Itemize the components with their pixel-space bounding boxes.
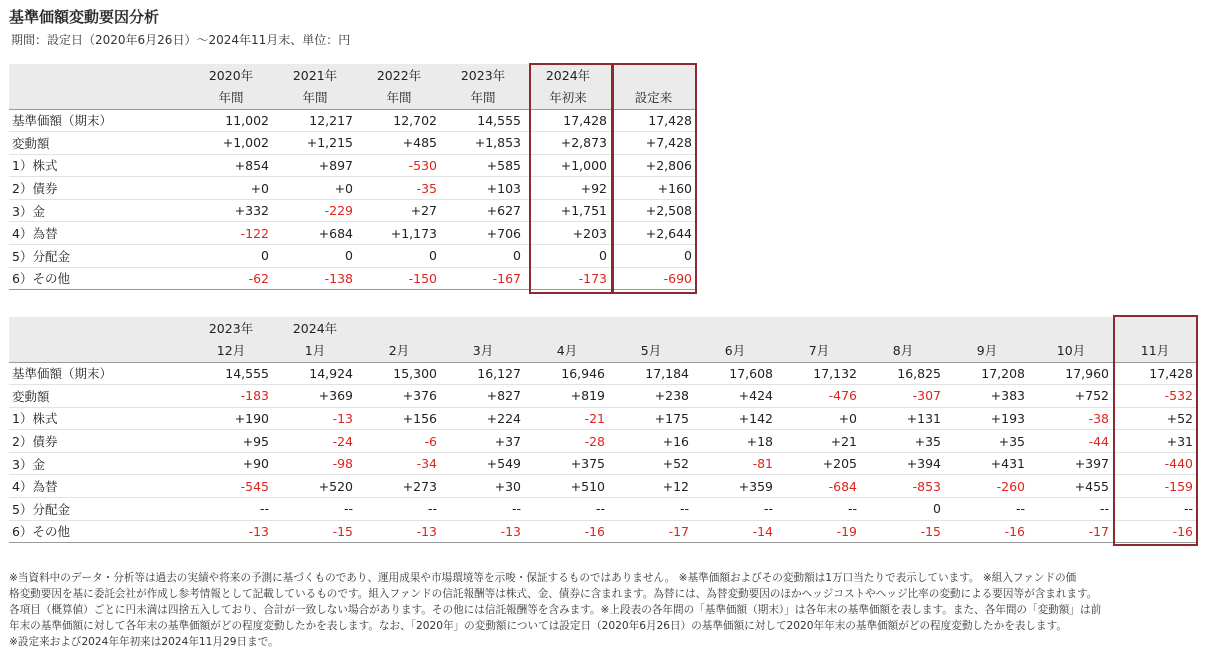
row-label: 変動額 — [9, 132, 189, 155]
value-cell: -690 — [611, 267, 696, 290]
value-cell: -14 — [693, 520, 777, 543]
column-header: 年間 — [273, 86, 357, 109]
value-cell: +37 — [441, 430, 525, 453]
value-cell: 17,608 — [693, 362, 777, 385]
table-row — [9, 430, 1197, 453]
value-cell: -- — [189, 498, 273, 521]
value-cell: -159 — [1113, 475, 1197, 498]
value-cell: -- — [609, 498, 693, 521]
value-cell: 14,555 — [189, 362, 273, 385]
column-header — [693, 317, 777, 339]
value-cell: 0 — [273, 245, 357, 268]
row-label: 3）金 — [9, 199, 189, 222]
value-cell: +160 — [611, 177, 696, 200]
value-cell: +175 — [609, 407, 693, 430]
monthly-table — [9, 317, 1197, 543]
value-cell: +752 — [1029, 385, 1113, 408]
column-header: 2020年 — [189, 64, 273, 86]
value-cell: 0 — [441, 245, 525, 268]
value-cell: +193 — [945, 407, 1029, 430]
value-cell: +92 — [525, 177, 611, 200]
page-title: 基準価額変動要因分析 — [9, 8, 160, 26]
header-corner-cell — [9, 86, 189, 109]
value-cell: 14,924 — [273, 362, 357, 385]
value-cell: -- — [945, 498, 1029, 521]
column-header: 5月 — [609, 339, 693, 362]
value-cell: +21 — [777, 430, 861, 453]
value-cell: +18 — [693, 430, 777, 453]
row-label: 基準価額（期末） — [9, 109, 189, 132]
column-header: 10月 — [1029, 339, 1113, 362]
value-cell: +383 — [945, 385, 1029, 408]
value-cell: -62 — [189, 267, 273, 290]
value-cell: -15 — [273, 520, 357, 543]
row-label: 6）その他 — [9, 267, 189, 290]
value-cell: +16 — [609, 430, 693, 453]
column-header — [611, 64, 696, 86]
footnote-line: 格変動要因を基に委託会社が作成し参考情報として記載しているものです。組入ファンドの信託報酬等は株式、金、債券に含まれます。為替には、為替変動要因のほかヘッジコストやヘッジ比率の変動による要因等が含まれます。 — [9, 588, 1098, 600]
row-label: 2）債券 — [9, 177, 189, 200]
value-cell: 0 — [357, 245, 441, 268]
value-cell: 0 — [525, 245, 611, 268]
column-header: 8月 — [861, 339, 945, 362]
column-header: 2021年 — [273, 64, 357, 86]
value-cell: -260 — [945, 475, 1029, 498]
value-cell: +1,000 — [525, 154, 611, 177]
value-cell: -16 — [1113, 520, 1197, 543]
value-cell: +375 — [525, 452, 609, 475]
row-label: 4）為替 — [9, 222, 189, 245]
row-label: 3）金 — [9, 452, 189, 475]
value-cell: -15 — [861, 520, 945, 543]
value-cell: -6 — [357, 430, 441, 453]
footnote-line: 年末の基準価額に対して各年末の基準価額がどの程度変動したかを表します。なお、「2020年」の変動額については設定日（2020年6月26日）の基準価額に対して2020年年末の基準価額がどの程度変動したかを表します。 — [9, 620, 1067, 632]
value-cell: +0 — [273, 177, 357, 200]
value-cell: -13 — [273, 407, 357, 430]
value-cell: +549 — [441, 452, 525, 475]
table-row — [9, 520, 1197, 543]
column-header: 6月 — [693, 339, 777, 362]
value-cell: 17,428 — [1113, 362, 1197, 385]
value-cell: -17 — [1029, 520, 1113, 543]
value-cell: 0 — [861, 498, 945, 521]
value-cell: -138 — [273, 267, 357, 290]
value-cell: +369 — [273, 385, 357, 408]
value-cell: +95 — [189, 430, 273, 453]
value-cell: +35 — [945, 430, 1029, 453]
table-row — [9, 199, 696, 222]
table-row — [9, 154, 696, 177]
table-row — [9, 132, 696, 155]
column-header — [357, 317, 441, 339]
value-cell: +0 — [777, 407, 861, 430]
row-label: 5）分配金 — [9, 498, 189, 521]
value-cell: 0 — [611, 245, 696, 268]
row-label: 2）債券 — [9, 430, 189, 453]
value-cell: +827 — [441, 385, 525, 408]
footnote-line: ※設定来および2024年年初来は2024年11月29日まで。 — [9, 636, 279, 648]
column-header: 2024年 — [273, 317, 357, 339]
value-cell: +455 — [1029, 475, 1113, 498]
value-cell: +142 — [693, 407, 777, 430]
value-cell: +131 — [861, 407, 945, 430]
value-cell: +27 — [357, 199, 441, 222]
value-cell: +332 — [189, 199, 273, 222]
value-cell: -167 — [441, 267, 525, 290]
value-cell: +103 — [441, 177, 525, 200]
header-row — [9, 339, 1197, 362]
value-cell: +1,215 — [273, 132, 357, 155]
value-cell: -- — [1113, 498, 1197, 521]
value-cell: -150 — [357, 267, 441, 290]
value-cell: +431 — [945, 452, 1029, 475]
value-cell: +585 — [441, 154, 525, 177]
value-cell: +2,508 — [611, 199, 696, 222]
column-header: 2022年 — [357, 64, 441, 86]
value-cell: +52 — [1113, 407, 1197, 430]
value-cell: +897 — [273, 154, 357, 177]
value-cell: +2,644 — [611, 222, 696, 245]
table-row — [9, 362, 1197, 385]
table-row — [9, 245, 696, 268]
value-cell: -13 — [357, 520, 441, 543]
header-row — [9, 64, 696, 86]
value-cell: +520 — [273, 475, 357, 498]
value-cell: -532 — [1113, 385, 1197, 408]
column-header: 7月 — [777, 339, 861, 362]
value-cell: 17,428 — [525, 109, 611, 132]
value-cell: -44 — [1029, 430, 1113, 453]
value-cell: 12,217 — [273, 109, 357, 132]
column-header — [525, 317, 609, 339]
value-cell: +205 — [777, 452, 861, 475]
column-header: 11月 — [1113, 339, 1197, 362]
column-header — [945, 317, 1029, 339]
value-cell: 17,184 — [609, 362, 693, 385]
value-cell: -307 — [861, 385, 945, 408]
value-cell: -- — [777, 498, 861, 521]
value-cell: 12,702 — [357, 109, 441, 132]
table-row — [9, 498, 1197, 521]
column-header: 2023年 — [441, 64, 525, 86]
value-cell: -16 — [945, 520, 1029, 543]
column-header: 年間 — [441, 86, 525, 109]
value-cell: -440 — [1113, 452, 1197, 475]
value-cell: -- — [441, 498, 525, 521]
value-cell: +1,853 — [441, 132, 525, 155]
value-cell: 17,208 — [945, 362, 1029, 385]
column-header: 年初来 — [525, 86, 611, 109]
value-cell: -19 — [777, 520, 861, 543]
value-cell: +238 — [609, 385, 693, 408]
column-header: 2023年 — [189, 317, 273, 339]
column-header: 4月 — [525, 339, 609, 362]
value-cell: +30 — [441, 475, 525, 498]
value-cell: -- — [525, 498, 609, 521]
value-cell: +1,002 — [189, 132, 273, 155]
value-cell: -122 — [189, 222, 273, 245]
column-header: 2024年 — [525, 64, 611, 86]
value-cell: -17 — [609, 520, 693, 543]
value-cell: 16,825 — [861, 362, 945, 385]
value-cell: -545 — [189, 475, 273, 498]
value-cell: +35 — [861, 430, 945, 453]
value-cell: +31 — [1113, 430, 1197, 453]
value-cell: +90 — [189, 452, 273, 475]
value-cell: +854 — [189, 154, 273, 177]
value-cell: +273 — [357, 475, 441, 498]
table-row — [9, 407, 1197, 430]
footnote-line: 各項目（概算値）ごとに円未満は四捨五入しており、合計が一致しない場合があります。その他には信託報酬等を含みます。※上段表の各年間の「基準価額（期末）」は各年末の基準価額を表します。また、各年間の「変動額」は前 — [9, 604, 1102, 616]
column-header: 9月 — [945, 339, 1029, 362]
header-row — [9, 86, 696, 109]
value-cell: +485 — [357, 132, 441, 155]
value-cell: -38 — [1029, 407, 1113, 430]
value-cell: +510 — [525, 475, 609, 498]
row-label: 6）その他 — [9, 520, 189, 543]
period-subtitle: 期間：設定日（2020年6月26日）～2024年11月末、単位：円 — [11, 33, 351, 47]
value-cell: +424 — [693, 385, 777, 408]
row-label: 基準価額（期末） — [9, 362, 189, 385]
footnotes — [9, 570, 1204, 650]
value-cell: +684 — [273, 222, 357, 245]
column-header: 2月 — [357, 339, 441, 362]
value-cell: -13 — [441, 520, 525, 543]
value-cell: -183 — [189, 385, 273, 408]
column-header: 1月 — [273, 339, 357, 362]
value-cell: -684 — [777, 475, 861, 498]
header-corner-cell — [9, 339, 189, 362]
column-header: 3月 — [441, 339, 525, 362]
column-header: 年間 — [189, 86, 273, 109]
table-row — [9, 177, 696, 200]
value-cell: +2,806 — [611, 154, 696, 177]
row-label: 変動額 — [9, 385, 189, 408]
row-label: 1）株式 — [9, 154, 189, 177]
value-cell: -- — [693, 498, 777, 521]
value-cell: +7,428 — [611, 132, 696, 155]
value-cell: -16 — [525, 520, 609, 543]
header-corner-cell — [9, 64, 189, 86]
value-cell: +627 — [441, 199, 525, 222]
table-row — [9, 475, 1197, 498]
row-label: 1）株式 — [9, 407, 189, 430]
value-cell: +706 — [441, 222, 525, 245]
value-cell: -229 — [273, 199, 357, 222]
value-cell: -34 — [357, 452, 441, 475]
footnote-line: ※当資料中のデータ・分析等は過去の実績や将来の予測に基づくものであり、運用成果や市場環境等を示唆・保証するものではありません。 ※基準価額およびその変動額は1万口当たりで表示しています。 ※組入ファンドの価 — [9, 572, 1077, 584]
value-cell: -98 — [273, 452, 357, 475]
column-header — [441, 317, 525, 339]
row-label: 5）分配金 — [9, 245, 189, 268]
value-cell: -476 — [777, 385, 861, 408]
value-cell: +203 — [525, 222, 611, 245]
value-cell: 11,002 — [189, 109, 273, 132]
value-cell: -13 — [189, 520, 273, 543]
row-label: 4）為替 — [9, 475, 189, 498]
value-cell: +819 — [525, 385, 609, 408]
column-header: 12月 — [189, 339, 273, 362]
column-header — [861, 317, 945, 339]
value-cell: 0 — [189, 245, 273, 268]
value-cell: -853 — [861, 475, 945, 498]
table-row — [9, 267, 696, 290]
value-cell: 17,428 — [611, 109, 696, 132]
value-cell: +224 — [441, 407, 525, 430]
value-cell: +156 — [357, 407, 441, 430]
table-row — [9, 222, 696, 245]
value-cell: -81 — [693, 452, 777, 475]
value-cell: -- — [1029, 498, 1113, 521]
table-row — [9, 109, 696, 132]
value-cell: 16,127 — [441, 362, 525, 385]
value-cell: +190 — [189, 407, 273, 430]
column-header: 年間 — [357, 86, 441, 109]
value-cell: 17,960 — [1029, 362, 1113, 385]
value-cell: -35 — [357, 177, 441, 200]
value-cell: 15,300 — [357, 362, 441, 385]
header-corner-cell — [9, 317, 189, 339]
value-cell: -530 — [357, 154, 441, 177]
column-header — [777, 317, 861, 339]
value-cell: -28 — [525, 430, 609, 453]
value-cell: +376 — [357, 385, 441, 408]
column-header — [1029, 317, 1113, 339]
value-cell: +1,751 — [525, 199, 611, 222]
table-row — [9, 385, 1197, 408]
column-header — [609, 317, 693, 339]
value-cell: +359 — [693, 475, 777, 498]
value-cell: -- — [273, 498, 357, 521]
value-cell: +1,173 — [357, 222, 441, 245]
value-cell: +2,873 — [525, 132, 611, 155]
value-cell: -24 — [273, 430, 357, 453]
value-cell: -- — [357, 498, 441, 521]
column-header: 設定来 — [611, 86, 696, 109]
annual-table — [9, 64, 696, 290]
value-cell: +0 — [189, 177, 273, 200]
value-cell: -173 — [525, 267, 611, 290]
column-header — [1113, 317, 1197, 339]
value-cell: +394 — [861, 452, 945, 475]
value-cell: 17,132 — [777, 362, 861, 385]
value-cell: +12 — [609, 475, 693, 498]
value-cell: +397 — [1029, 452, 1113, 475]
table-row — [9, 452, 1197, 475]
value-cell: -21 — [525, 407, 609, 430]
header-row — [9, 317, 1197, 339]
value-cell: 14,555 — [441, 109, 525, 132]
value-cell: 16,946 — [525, 362, 609, 385]
value-cell: +52 — [609, 452, 693, 475]
